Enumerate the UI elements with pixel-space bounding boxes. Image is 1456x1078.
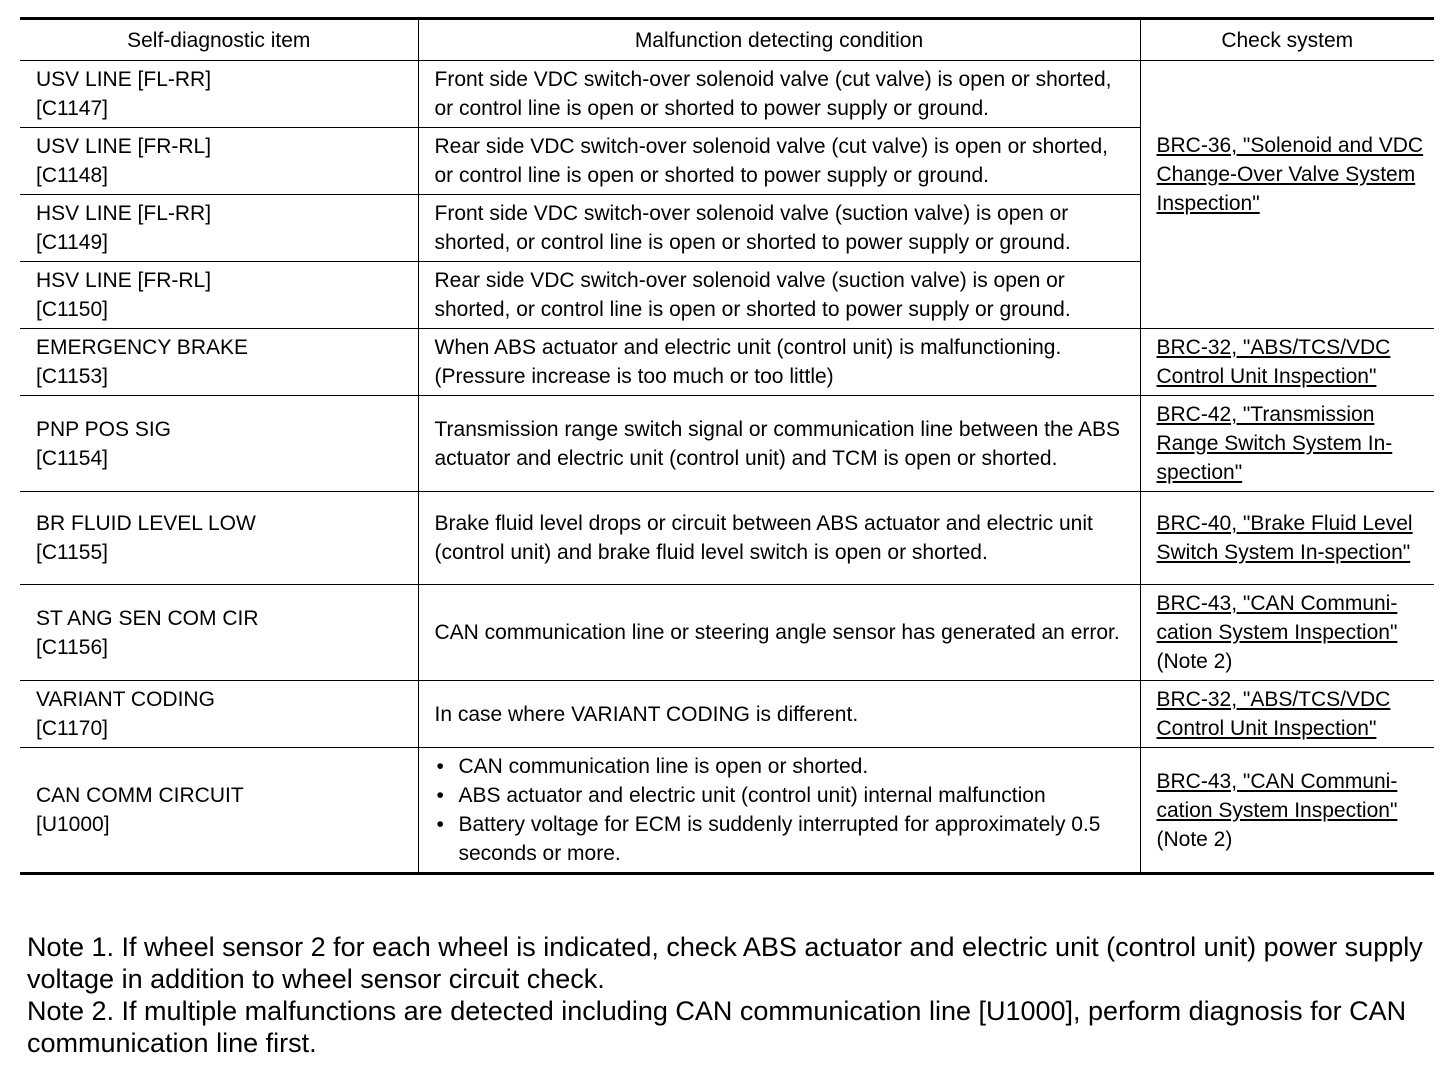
check-cell — [1140, 396, 1434, 492]
item-name: VARIANT CODING — [36, 688, 215, 711]
check-cell — [1140, 61, 1434, 329]
item-code: [C1155] — [36, 541, 108, 564]
table-row — [20, 681, 1434, 748]
header-malfunction-condition: Malfunction detecting condition — [418, 19, 1140, 61]
check-link[interactable]: BRC-36, "Solenoid and VDC Change-Over Valve System Inspection" — [1156, 134, 1424, 215]
check-cell — [1140, 329, 1434, 396]
item-name: ST ANG SEN COM CIR — [36, 606, 259, 630]
check-link[interactable]: BRC-43, "CAN Communi-cation System Inspection" — [1156, 769, 1398, 822]
table-row — [20, 748, 1434, 874]
item-name: EMERGENCY BRAKE — [36, 336, 248, 359]
check-link[interactable]: BRC-42, "Transmission Range Switch System In-spection" — [1156, 403, 1393, 484]
table-row — [20, 492, 1434, 585]
item-code: [C1154] — [36, 446, 108, 470]
item-cell — [20, 61, 418, 128]
item-code: [C1150] — [36, 298, 108, 321]
check-cell — [1140, 681, 1434, 748]
item-name: BR FLUID LEVEL LOW — [36, 512, 256, 535]
condition-bullet-list — [435, 752, 1132, 868]
condition-cell: CAN communication line or steering angle sensor has generated an error. — [418, 585, 1140, 681]
item-code: [U1000] — [36, 813, 110, 836]
condition-cell: In case where VARIANT CODING is different. — [418, 681, 1140, 748]
condition-cell: Front side VDC switch-over solenoid valve (cut valve) is open or shorted, or control line is open or shorted to power supply or ground. — [418, 61, 1140, 128]
item-code: [C1153] — [36, 365, 108, 388]
table-row — [20, 396, 1434, 492]
header-check-system: Check system — [1140, 19, 1434, 61]
item-name: USV LINE [FR-RL] — [36, 135, 212, 158]
item-code: [C1147] — [36, 97, 108, 120]
condition-cell: Brake fluid level drops or circuit between ABS actuator and electric unit (control unit) and brake fluid level switch is open or shorted. — [418, 492, 1140, 585]
table-row — [20, 585, 1434, 681]
item-code: [C1149] — [36, 231, 108, 254]
table-row — [20, 61, 1434, 128]
condition-cell: Transmission range switch signal or communication line between the ABS actuator and electric unit (control unit) and TCM is open or shorted. — [418, 396, 1140, 492]
footnotes — [27, 931, 1437, 1059]
check-cell — [1140, 585, 1434, 681]
item-cell — [20, 585, 418, 681]
check-link[interactable]: BRC-32, "ABS/TCS/VDC Control Unit Inspection" — [1156, 336, 1391, 388]
item-cell — [20, 262, 418, 329]
condition-cell: Rear side VDC switch-over solenoid valve (suction valve) is open or shorted, or control line is open or shorted to power supply or ground. — [418, 262, 1140, 329]
item-name: USV LINE [FL-RR] — [36, 68, 212, 91]
table-header-row — [20, 19, 1434, 61]
self-diagnosis-table — [20, 17, 1434, 875]
condition-cell: Front side VDC switch-over solenoid valve (suction valve) is open or shorted, or control line is open or shorted to power supply or ground. — [418, 195, 1140, 262]
check-note: (Note 2) — [1156, 650, 1233, 673]
item-cell — [20, 195, 418, 262]
item-code: [C1170] — [36, 717, 108, 740]
item-name: HSV LINE [FR-RL] — [36, 269, 212, 292]
note-1: Note 1. If wheel sensor 2 for each wheel is indicated, check ABS actuator and electric unit (control unit) power supply voltage in addition to wheel sensor circuit check. — [27, 932, 1423, 994]
item-name: CAN COMM CIRCUIT — [36, 784, 244, 807]
condition-bullet: • ABS actuator and electric unit (control unit) internal malfunction — [435, 781, 1132, 810]
condition-cell: When ABS actuator and electric unit (control unit) is malfunctioning. (Pressure increase is too much or too little) — [418, 329, 1140, 396]
item-cell — [20, 329, 418, 396]
item-cell — [20, 681, 418, 748]
item-name: PNP POS SIG — [36, 417, 171, 441]
header-self-diagnostic-item: Self-diagnostic item — [20, 19, 418, 61]
check-note: (Note 2) — [1156, 827, 1233, 851]
item-cell — [20, 492, 418, 585]
check-link[interactable]: BRC-40, "Brake Fluid Level Switch System In-spection" — [1156, 512, 1413, 564]
item-name: HSV LINE [FL-RR] — [36, 202, 212, 225]
condition-cell: Rear side VDC switch-over solenoid valve (cut valve) is open or shorted, or control line is open or shorted to power supply or ground. — [418, 128, 1140, 195]
check-link[interactable]: BRC-43, "CAN Communi-cation System Inspection" — [1156, 592, 1398, 644]
condition-bullet: • CAN communication line is open or shorted. — [435, 752, 1132, 781]
item-cell — [20, 396, 418, 492]
check-cell — [1140, 748, 1434, 874]
check-cell — [1140, 492, 1434, 585]
item-cell — [20, 748, 418, 874]
table-row — [20, 329, 1434, 396]
item-code: [C1156] — [36, 635, 108, 659]
item-code: [C1148] — [36, 164, 108, 187]
check-link[interactable]: BRC-32, "ABS/TCS/VDC Control Unit Inspection" — [1156, 688, 1391, 740]
note-2: Note 2. If multiple malfunctions are detected including CAN communication line [U1000], perform diagnosis for CAN communication line first. — [27, 996, 1407, 1058]
condition-cell — [418, 748, 1140, 874]
condition-bullet: • Battery voltage for ECM is suddenly interrupted for approximately 0.5 seconds or more. — [435, 810, 1132, 868]
item-cell — [20, 128, 418, 195]
